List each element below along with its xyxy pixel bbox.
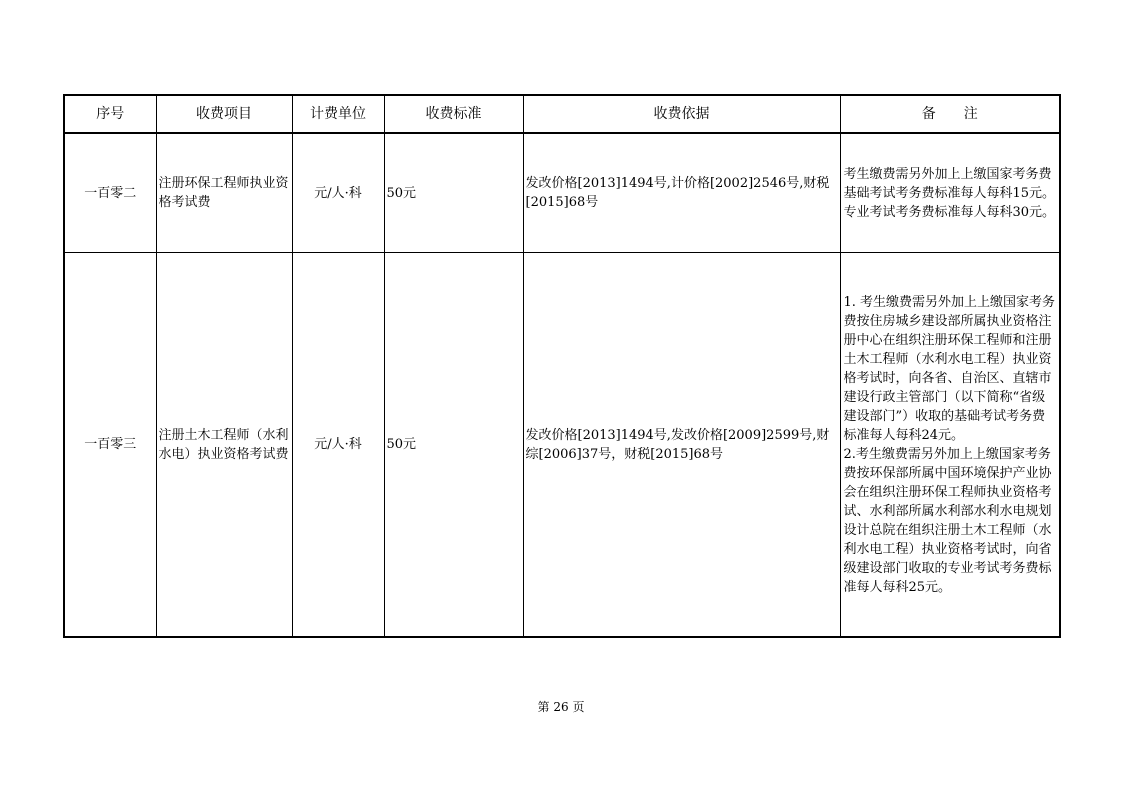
- cell-remarks: [840, 133, 1060, 253]
- cell-seq: 一百零三: [64, 253, 156, 638]
- remark-line: 考生缴费需另外加上上缴国家考务费基础考试考务费标准每人每科15元。: [843, 166, 1056, 201]
- header-remarks: 备 注: [840, 95, 1060, 133]
- cell-standard: 50元: [384, 253, 523, 638]
- remark-line: 1. 考生缴费需另外加上上缴国家考务费按住房城乡建设部所属执业资格注册中心在组织注册环保工程师和注册土木工程师（水利水电工程）执业资格考试时，向各省、自治区、直辖市建设行政主管部门（以下简称“省级建设部门”）收取的基础考试考务费标准每人每科24元。: [843, 294, 1056, 443]
- cell-item: 注册土木工程师（水利水电）执业资格考试费: [156, 253, 292, 638]
- cell-unit: 元/人·科: [292, 253, 384, 638]
- header-unit: 计费单位: [292, 95, 384, 133]
- cell-basis: 发改价格[2013]1494号,发改价格[2009]2599号,财综[2006]37号，财税[2015]68号: [523, 253, 840, 638]
- header-seq: 序号: [64, 95, 156, 133]
- table-row: [64, 253, 1060, 638]
- remark-line: 专业考试考务费标准每人每科30元。: [843, 204, 1056, 220]
- cell-item: 注册环保工程师执业资格考试费: [156, 133, 292, 253]
- header-standard: 收费标准: [384, 95, 523, 133]
- page-number: 第 26 页: [537, 700, 585, 714]
- cell-remarks: [840, 253, 1060, 638]
- cell-basis: 发改价格[2013]1494号,计价格[2002]2546号,财税[2015]68号: [523, 133, 840, 253]
- cell-seq: 一百零二: [64, 133, 156, 253]
- cell-unit: 元/人·科: [292, 133, 384, 253]
- header-item: 收费项目: [156, 95, 292, 133]
- cell-standard: 50元: [384, 133, 523, 253]
- table-header-row: [64, 95, 1060, 133]
- header-basis: 收费依据: [523, 95, 840, 133]
- remark-line: 2.考生缴费需另外加上上缴国家考务费按环保部所属中国环境保护产业协会在组织注册环保工程师执业资格考试、水利部所属水利部水利水电规划设计总院在组织注册土木工程师（水利水电工程）执业资格考试时，向省级建设部门收取的专业考试考务费标准每人每科25元。: [843, 446, 1052, 595]
- fee-table: [63, 94, 1061, 638]
- table-row: [64, 133, 1060, 253]
